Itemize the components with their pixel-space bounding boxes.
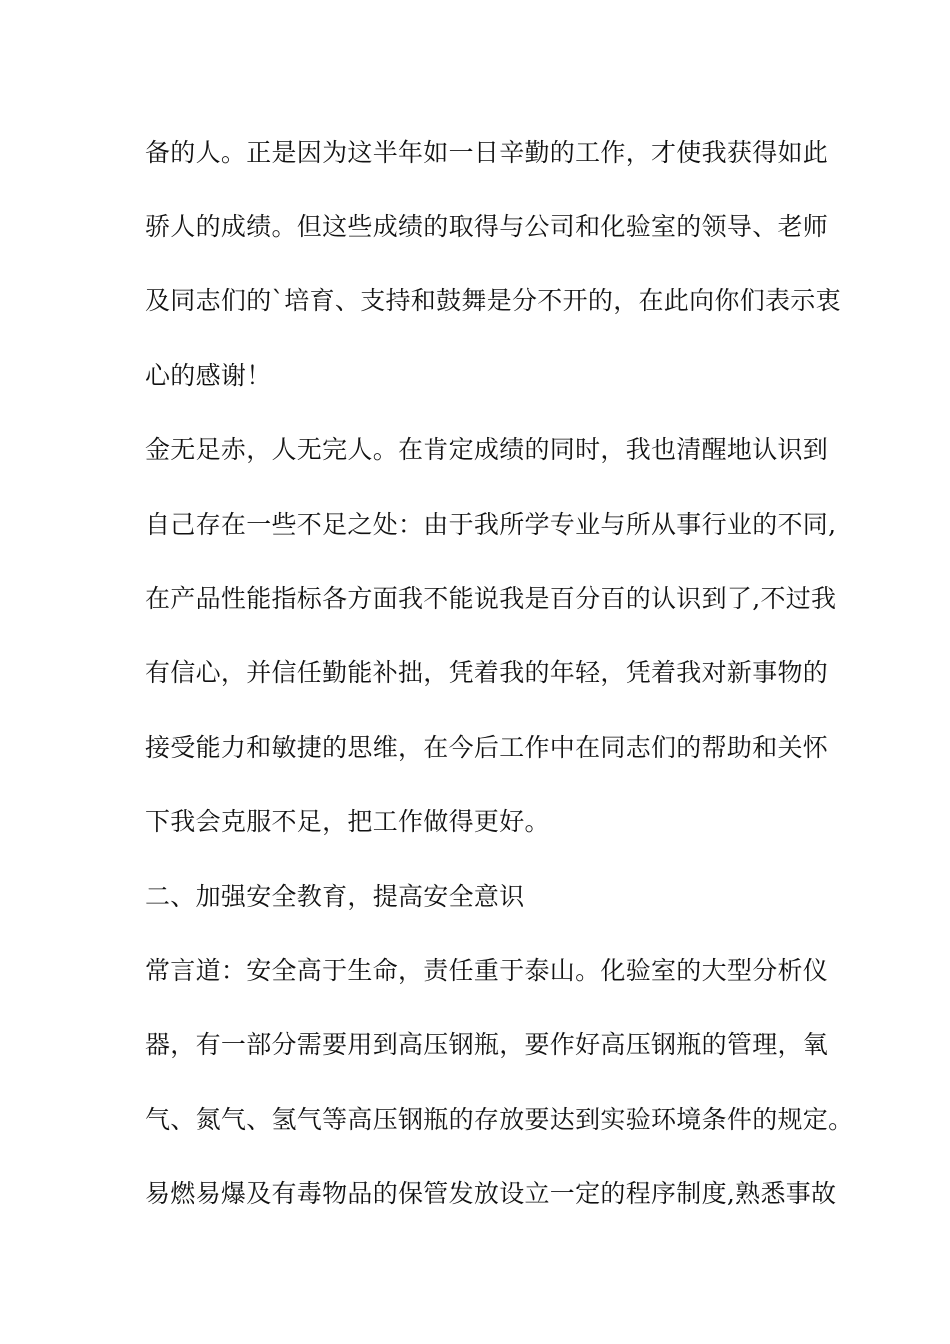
- paragraph-line: 有信心，并信任勤能补拙，凭着我的年轻，凭着我对新事物的: [145, 658, 829, 687]
- paragraph-line: 易燃易爆及有毒物品的保管发放设立一定的程序制度,熟悉事故: [145, 1179, 837, 1208]
- paragraph-line: 下我会克服不足，把工作做得更好。: [145, 807, 550, 836]
- paragraph-line: 心的感谢！: [145, 361, 272, 390]
- paragraph-line: 金无足赤，人无完人。在肯定成绩的同时，我也清醒地认识到: [145, 435, 829, 464]
- paragraph-line: 骄人的成绩。但这些成绩的取得与公司和化验室的领导、老师: [145, 212, 829, 241]
- paragraph-line: 备的人。正是因为这半年如一日辛勤的工作，才使我获得如此: [145, 138, 829, 167]
- section-heading: 二、加强安全教育，提高安全意识: [145, 882, 525, 911]
- paragraph-line: 常言道：安全高于生命，责任重于泰山。化验室的大型分析仪: [145, 956, 829, 985]
- paragraph-line: 接受能力和敏捷的思维，在今后工作中在同志们的帮助和关怀: [145, 733, 829, 762]
- paragraph-line: 在产品性能指标各方面我不能说我是百分百的认识到了,不过我: [145, 584, 837, 613]
- paragraph-line: 器，有一部分需要用到高压钢瓶，要作好高压钢瓶的管理，氧: [145, 1030, 829, 1059]
- paragraph-line: 及同志们的`培育、支持和鼓舞是分不开的，在此向你们表示衷: [145, 286, 841, 315]
- paragraph-line: 气、氮气、氢气等高压钢瓶的存放要达到实验环境条件的规定。: [145, 1105, 854, 1134]
- paragraph-line: 自己存在一些不足之处：由于我所学专业与所从事行业的不同,: [145, 510, 837, 539]
